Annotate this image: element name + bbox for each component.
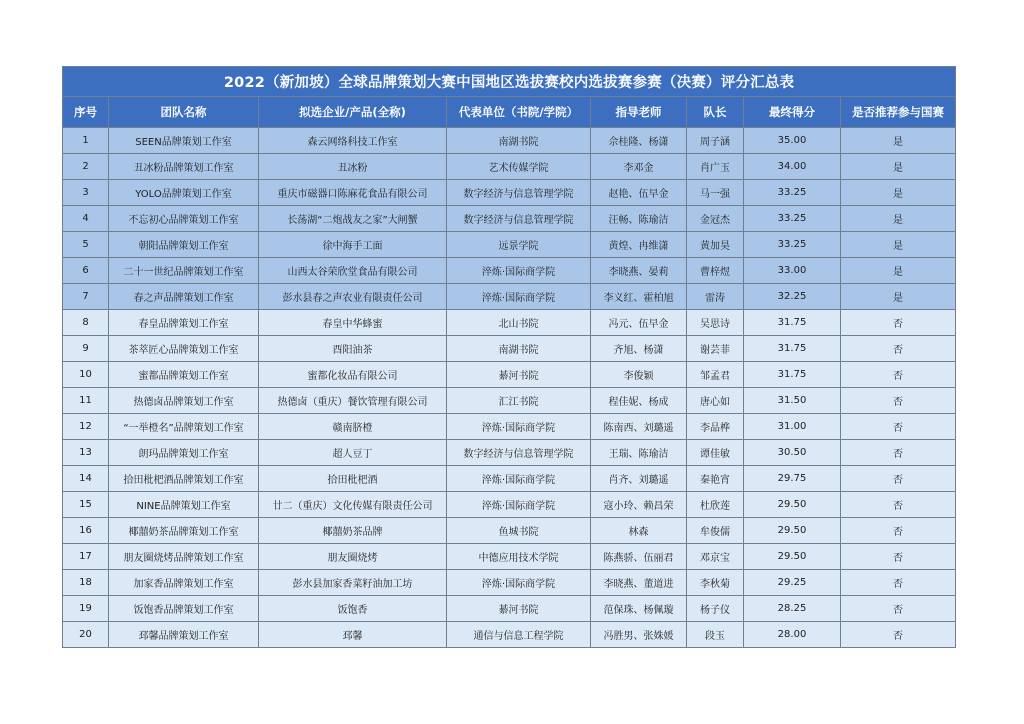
cell-recommend: 否	[841, 518, 956, 544]
cell-index: 16	[63, 518, 109, 544]
cell-recommend: 是	[841, 128, 956, 154]
table-row	[63, 570, 956, 596]
cell-index: 8	[63, 310, 109, 336]
table-row	[63, 414, 956, 440]
cell-unit: 远景学院	[447, 232, 591, 258]
cell-unit: 中德应用技术学院	[447, 544, 591, 570]
cell-index: 4	[63, 206, 109, 232]
cell-advisor: 冯元、伍早金	[591, 310, 687, 336]
cell-advisor: 佘桂隆、杨潇	[591, 128, 687, 154]
cell-recommend: 否	[841, 544, 956, 570]
cell-team-name: 不忘初心品牌策划工作室	[109, 206, 259, 232]
cell-score: 29.50	[744, 544, 841, 570]
cell-score: 32.25	[744, 284, 841, 310]
cell-captain: 杨子仪	[687, 596, 744, 622]
cell-unit: 数字经济与信息管理学院	[447, 206, 591, 232]
cell-team-name: YOLO品牌策划工作室	[109, 180, 259, 206]
cell-unit: 北山书院	[447, 310, 591, 336]
cell-unit: 数字经济与信息管理学院	[447, 440, 591, 466]
cell-captain: 邹孟君	[687, 362, 744, 388]
cell-team-name: “一举橙名”品牌策划工作室	[109, 414, 259, 440]
cell-advisor: 陈燕骄、伍丽君	[591, 544, 687, 570]
cell-advisor: 范保珠、杨佩璇	[591, 596, 687, 622]
cell-score: 34.00	[744, 154, 841, 180]
cell-recommend: 否	[841, 414, 956, 440]
cell-index: 1	[63, 128, 109, 154]
cell-index: 2	[63, 154, 109, 180]
cell-advisor: 李俊颖	[591, 362, 687, 388]
table-row	[63, 466, 956, 492]
table-title: 2022（新加坡）全球品牌策划大赛中国地区选拔赛校内选拔赛参赛（决赛）评分汇总表	[63, 67, 956, 97]
cell-index: 17	[63, 544, 109, 570]
cell-recommend: 否	[841, 622, 956, 648]
cell-team-name: 朗玛品牌策划工作室	[109, 440, 259, 466]
table-row	[63, 232, 956, 258]
cell-recommend: 否	[841, 336, 956, 362]
cell-unit: 汇江书院	[447, 388, 591, 414]
cell-captain: 肖广玉	[687, 154, 744, 180]
cell-advisor: 陈南西、刘璐遥	[591, 414, 687, 440]
header-row	[63, 97, 956, 128]
cell-score: 31.50	[744, 388, 841, 414]
cell-index: 7	[63, 284, 109, 310]
cell-captain: 李秋菊	[687, 570, 744, 596]
cell-score: 35.00	[744, 128, 841, 154]
cell-advisor: 李邓金	[591, 154, 687, 180]
cell-index: 9	[63, 336, 109, 362]
cell-captain: 谭佳敏	[687, 440, 744, 466]
cell-index: 15	[63, 492, 109, 518]
cell-captain: 杜欣莲	[687, 492, 744, 518]
table-row	[63, 180, 956, 206]
cell-company: 拾田枇杷酒	[259, 466, 447, 492]
cell-team-name: 朝阳品牌策划工作室	[109, 232, 259, 258]
cell-recommend: 否	[841, 440, 956, 466]
table-row	[63, 388, 956, 414]
cell-score: 31.00	[744, 414, 841, 440]
cell-recommend: 否	[841, 310, 956, 336]
cell-index: 18	[63, 570, 109, 596]
cell-company: 廿二（重庆）文化传媒有限责任公司	[259, 492, 447, 518]
cell-captain: 黄加昊	[687, 232, 744, 258]
cell-score: 31.75	[744, 362, 841, 388]
cell-unit: 淬炼·国际商学院	[447, 284, 591, 310]
cell-score: 29.50	[744, 492, 841, 518]
cell-unit: 数字经济与信息管理学院	[447, 180, 591, 206]
cell-advisor: 林森	[591, 518, 687, 544]
table-row	[63, 492, 956, 518]
title-row	[63, 67, 956, 97]
cell-recommend: 否	[841, 596, 956, 622]
cell-index: 3	[63, 180, 109, 206]
score-summary-sheet	[62, 66, 955, 648]
cell-unit: 艺术传媒学院	[447, 154, 591, 180]
cell-company: 热德卤（重庆）餐饮管理有限公司	[259, 388, 447, 414]
cell-unit: 南湖书院	[447, 336, 591, 362]
cell-captain: 马一强	[687, 180, 744, 206]
cell-team-name: 丑冰粉品牌策划工作室	[109, 154, 259, 180]
cell-recommend: 是	[841, 284, 956, 310]
cell-company: 彭水县加家香菜籽油加工坊	[259, 570, 447, 596]
cell-captain: 金冠杰	[687, 206, 744, 232]
column-header-advisor[interactable]: 指导老师	[591, 97, 687, 128]
cell-advisor: 肖齐、刘璐遥	[591, 466, 687, 492]
cell-score: 31.75	[744, 310, 841, 336]
cell-company: 椰囍奶茶品牌	[259, 518, 447, 544]
table-row	[63, 596, 956, 622]
column-header-index[interactable]: 序号	[63, 97, 109, 128]
cell-score: 28.00	[744, 622, 841, 648]
cell-company: 蜜都化妆品有限公司	[259, 362, 447, 388]
cell-team-name: 二十一世纪品牌策划工作室	[109, 258, 259, 284]
cell-company: 邳馨	[259, 622, 447, 648]
cell-score: 33.00	[744, 258, 841, 284]
cell-unit: 淬炼·国际商学院	[447, 258, 591, 284]
cell-score: 29.50	[744, 518, 841, 544]
cell-advisor: 汪畅、陈瑜洁	[591, 206, 687, 232]
table-body	[63, 128, 956, 648]
cell-index: 20	[63, 622, 109, 648]
column-header-captain[interactable]: 队长	[687, 97, 744, 128]
cell-index: 12	[63, 414, 109, 440]
cell-company: 森云网络科技工作室	[259, 128, 447, 154]
cell-recommend: 否	[841, 466, 956, 492]
column-header-unit[interactable]: 代表单位（书院/学院）	[447, 97, 591, 128]
table-row	[63, 622, 956, 648]
column-header-company[interactable]: 拟选企业/产品(全称)	[259, 97, 447, 128]
column-header-score[interactable]: 最终得分	[744, 97, 841, 128]
column-header-recommend[interactable]: 是否推荐参与国赛	[841, 97, 956, 128]
cell-unit: 淬炼·国际商学院	[447, 492, 591, 518]
cell-captain: 牟俊儒	[687, 518, 744, 544]
cell-advisor: 李义红、霍柏旭	[591, 284, 687, 310]
cell-company: 长荡湖“二炮战友之家”大闸蟹	[259, 206, 447, 232]
cell-score: 29.75	[744, 466, 841, 492]
cell-index: 6	[63, 258, 109, 284]
table-row	[63, 336, 956, 362]
cell-score: 33.25	[744, 180, 841, 206]
cell-captain: 雷涛	[687, 284, 744, 310]
cell-team-name: 拾田枇杷酒品牌策划工作室	[109, 466, 259, 492]
cell-score: 33.25	[744, 206, 841, 232]
cell-company: 春皇中华蜂蜜	[259, 310, 447, 336]
cell-score: 30.50	[744, 440, 841, 466]
cell-team-name: 朋友圈烧烤品牌策划工作室	[109, 544, 259, 570]
cell-unit: 南湖书院	[447, 128, 591, 154]
table-row	[63, 544, 956, 570]
cell-captain: 吴思诗	[687, 310, 744, 336]
cell-team-name: SEEN品牌策划工作室	[109, 128, 259, 154]
cell-score: 31.75	[744, 336, 841, 362]
table-row	[63, 154, 956, 180]
cell-score: 33.25	[744, 232, 841, 258]
cell-unit: 通信与信息工程学院	[447, 622, 591, 648]
cell-captain: 曹梓煜	[687, 258, 744, 284]
cell-score: 29.25	[744, 570, 841, 596]
cell-index: 13	[63, 440, 109, 466]
score-summary-table	[62, 66, 956, 648]
cell-advisor: 黄煌、冉维潇	[591, 232, 687, 258]
cell-captain: 周子涵	[687, 128, 744, 154]
cell-advisor: 齐旭、杨潇	[591, 336, 687, 362]
cell-company: 丑冰粉	[259, 154, 447, 180]
table-row	[63, 310, 956, 336]
cell-company: 重庆市磁器口陈麻花食品有限公司	[259, 180, 447, 206]
cell-team-name: 邳馨品牌策划工作室	[109, 622, 259, 648]
cell-unit: 淬炼·国际商学院	[447, 570, 591, 596]
cell-company: 徐中海手工面	[259, 232, 447, 258]
cell-recommend: 是	[841, 258, 956, 284]
cell-captain: 邓京宝	[687, 544, 744, 570]
cell-recommend: 是	[841, 232, 956, 258]
cell-team-name: NINE品牌策划工作室	[109, 492, 259, 518]
cell-captain: 秦艳宵	[687, 466, 744, 492]
cell-index: 14	[63, 466, 109, 492]
cell-company: 酉阳油茶	[259, 336, 447, 362]
cell-advisor: 寇小玲、赖昌荣	[591, 492, 687, 518]
cell-company: 赣南脐橙	[259, 414, 447, 440]
column-header-team[interactable]: 团队名称	[109, 97, 259, 128]
table-row	[63, 128, 956, 154]
cell-team-name: 加家香品牌策划工作室	[109, 570, 259, 596]
cell-company: 彭水县春之声农业有限责任公司	[259, 284, 447, 310]
cell-index: 5	[63, 232, 109, 258]
cell-captain: 李品桦	[687, 414, 744, 440]
cell-recommend: 是	[841, 180, 956, 206]
cell-team-name: 热德卤品牌策划工作室	[109, 388, 259, 414]
table-row	[63, 440, 956, 466]
table-row	[63, 206, 956, 232]
cell-company: 山西太谷荣欣堂食品有限公司	[259, 258, 447, 284]
cell-team-name: 椰囍奶茶品牌策划工作室	[109, 518, 259, 544]
cell-advisor: 王瑞、陈瑜洁	[591, 440, 687, 466]
cell-team-name: 饭饱香品牌策划工作室	[109, 596, 259, 622]
cell-advisor: 冯胜男、张姝媛	[591, 622, 687, 648]
cell-unit: 淬炼·国际商学院	[447, 466, 591, 492]
cell-advisor: 赵艳、伍早金	[591, 180, 687, 206]
cell-team-name: 茶萃匠心品牌策划工作室	[109, 336, 259, 362]
cell-advisor: 李晓燕、晏莉	[591, 258, 687, 284]
cell-score: 28.25	[744, 596, 841, 622]
cell-team-name: 春皇品牌策划工作室	[109, 310, 259, 336]
cell-advisor: 程佳妮、杨成	[591, 388, 687, 414]
cell-advisor: 李晓燕、董道进	[591, 570, 687, 596]
cell-recommend: 否	[841, 362, 956, 388]
cell-recommend: 否	[841, 570, 956, 596]
cell-unit: 淬炼·国际商学院	[447, 414, 591, 440]
cell-unit: 鱼城书院	[447, 518, 591, 544]
table-row	[63, 258, 956, 284]
cell-team-name: 春之声品牌策划工作室	[109, 284, 259, 310]
cell-captain: 谢芸菲	[687, 336, 744, 362]
cell-recommend: 否	[841, 492, 956, 518]
table-row	[63, 284, 956, 310]
table-row	[63, 362, 956, 388]
cell-index: 11	[63, 388, 109, 414]
cell-team-name: 蜜都品牌策划工作室	[109, 362, 259, 388]
table-row	[63, 518, 956, 544]
cell-recommend: 否	[841, 388, 956, 414]
cell-company: 朋友圈烧烤	[259, 544, 447, 570]
cell-captain: 唐心如	[687, 388, 744, 414]
cell-unit: 綦河书院	[447, 362, 591, 388]
cell-index: 10	[63, 362, 109, 388]
cell-unit: 綦河书院	[447, 596, 591, 622]
cell-captain: 段玉	[687, 622, 744, 648]
cell-index: 19	[63, 596, 109, 622]
cell-company: 超人豆丁	[259, 440, 447, 466]
cell-recommend: 是	[841, 154, 956, 180]
cell-recommend: 是	[841, 206, 956, 232]
cell-company: 饭饱香	[259, 596, 447, 622]
